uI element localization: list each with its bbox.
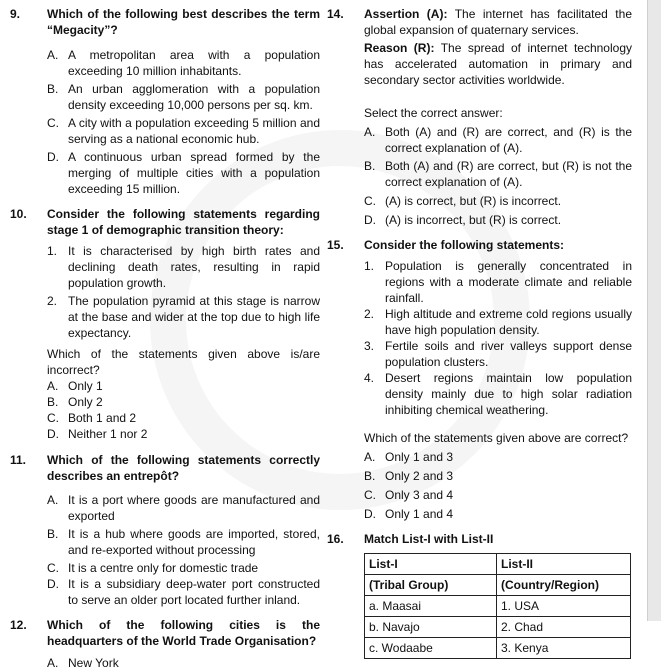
option-text: Only 2 and 3 <box>385 469 454 483</box>
statement-number: 1. <box>364 259 375 273</box>
match-table <box>364 553 631 659</box>
option-text: Only 1 <box>68 379 103 393</box>
option-text: It is a centre only for domestic trade <box>68 561 259 575</box>
option-letter: B. <box>364 469 376 483</box>
option-text: An urban agglomeration with a population density exceeding 10,000 persons per sq. km. <box>68 82 320 112</box>
option-letter: A. <box>47 656 59 670</box>
question-prompt: Select the correct answer: <box>364 106 503 120</box>
option-letter: C. <box>47 561 59 575</box>
option-d <box>364 506 632 522</box>
option-b <box>364 158 632 190</box>
option-a <box>47 655 320 671</box>
right-column <box>327 6 632 659</box>
option-a <box>47 492 320 524</box>
option-a <box>364 449 632 465</box>
table-cell: a. Maasai <box>365 596 497 617</box>
statement-number: 1. <box>47 244 58 258</box>
table-cell: 3. Kenya <box>497 638 631 659</box>
question-number: 16. <box>327 532 344 546</box>
question-number: 9. <box>10 7 21 21</box>
option-text: Both (A) and (R) are correct, but (R) is not the correct explanation of (A). <box>385 159 632 189</box>
option-letter: B. <box>364 159 376 173</box>
option-text: New York <box>68 656 119 670</box>
table-cell: 1. USA <box>497 596 631 617</box>
option-text: Only 1 and 3 <box>385 450 454 464</box>
option-letter: D. <box>364 213 376 227</box>
option-a <box>47 47 320 79</box>
statement-text: The population pyramid at this stage is narrow at the base and wider at the top due to high life expectancy. <box>68 294 320 340</box>
statement-4 <box>364 370 632 418</box>
table-header-cell: List-I <box>365 554 497 575</box>
question-text: Which of the following cities is the headquarters of the World Trade Organisation? <box>47 618 320 648</box>
table-cell: b. Navajo <box>365 617 497 638</box>
option-letter: B. <box>47 82 59 96</box>
option-letter: A. <box>364 450 376 464</box>
statement-text: It is characterised by high birth rates and declining death rates, resulting in rapid population growth. <box>68 244 320 290</box>
option-letter: D. <box>47 577 59 591</box>
option-b <box>47 394 320 410</box>
question-15 <box>327 237 632 522</box>
option-text: It is a port where goods are manufactured and exported <box>68 493 320 523</box>
option-letter: A. <box>47 379 59 393</box>
option-a <box>364 124 632 156</box>
table-header-cell: (Tribal Group) <box>365 575 497 596</box>
option-letter: B. <box>47 527 59 541</box>
option-text: A city with a population exceeding 5 million and serving as a national economic hub. <box>68 116 320 146</box>
option-letter: A. <box>364 125 376 139</box>
option-text: It is a subsidiary deep-water port constructed to serve an older port located further inland. <box>68 577 320 607</box>
option-letter: C. <box>364 194 376 208</box>
assertion-text: The internet has facilitated the global expansion of quaternary services. <box>364 7 632 37</box>
option-d <box>47 426 320 442</box>
question-9 <box>10 6 320 197</box>
option-text: Only 1 and 4 <box>385 507 454 521</box>
statement-number: 2. <box>47 294 58 308</box>
assertion-label: Assertion (A): <box>364 7 448 21</box>
table-cell: 2. Chad <box>497 617 631 638</box>
option-text: Neither 1 nor 2 <box>68 427 148 441</box>
vertical-scrollbar[interactable] <box>647 0 661 621</box>
option-d <box>47 149 320 197</box>
option-c <box>364 193 632 209</box>
option-b <box>47 526 320 558</box>
question-number: 14. <box>327 7 344 21</box>
option-c <box>47 115 320 147</box>
option-b <box>47 81 320 113</box>
question-number: 12. <box>10 618 27 632</box>
statement-text: Fertile soils and river valleys support dense population clusters. <box>385 339 632 369</box>
option-letter: C. <box>47 411 59 425</box>
table-cell: c. Wodaabe <box>365 638 497 659</box>
option-a <box>47 378 320 394</box>
question-number: 15. <box>327 238 344 252</box>
option-text: Only 3 and 4 <box>385 488 454 502</box>
table-header-row <box>365 554 631 575</box>
statement-3 <box>364 338 632 370</box>
question-number: 10. <box>10 207 27 221</box>
question-text: Match List-I with List-II <box>364 532 494 546</box>
question-prompt: Which of the statements given above are correct? <box>364 431 629 445</box>
question-number: 11. <box>10 453 27 467</box>
option-text: A continuous urban spread formed by the merging of multiple cities with a population exceeding 15 million. <box>68 150 320 196</box>
question-prompt: Which of the statements given above is/are incorrect? <box>47 347 320 377</box>
option-text: (A) is incorrect, but (R) is correct. <box>385 213 562 227</box>
reason-text: The spread of internet technology has accelerated automation in primary and secondary sector activities worldwide. <box>364 41 632 87</box>
statement-number: 3. <box>364 339 375 353</box>
question-text: Consider the following statements: <box>364 238 565 252</box>
reason-label: Reason (R): <box>364 41 435 55</box>
option-letter: D. <box>364 507 376 521</box>
question-11 <box>10 452 320 608</box>
table-header-cell: List-II <box>497 554 631 575</box>
option-b <box>364 468 632 484</box>
option-letter: A. <box>47 493 59 507</box>
option-d <box>47 576 320 608</box>
left-column <box>10 6 320 671</box>
table-row <box>365 617 631 638</box>
reason <box>364 40 632 88</box>
option-text: (A) is correct, but (R) is incorrect. <box>385 194 562 208</box>
option-letter: C. <box>47 116 59 130</box>
option-letter: A. <box>47 48 59 62</box>
option-text: Both 1 and 2 <box>68 411 137 425</box>
question-text: Which of the following statements correctly describes an entrepôt? <box>47 453 320 483</box>
statement-text: Desert regions maintain low population density mainly due to high solar radiation inhibiting chemical weathering. <box>385 371 632 417</box>
option-text: A metropolitan area with a population exceeding 10 million inhabitants. <box>68 48 320 78</box>
option-letter: D. <box>47 427 59 441</box>
question-12 <box>10 617 320 671</box>
option-d <box>364 212 632 228</box>
option-letter: D. <box>47 150 59 164</box>
option-c <box>47 410 320 426</box>
statement-2 <box>364 306 632 338</box>
table-row <box>365 638 631 659</box>
statement-2 <box>47 293 320 341</box>
question-text: Consider the following statements regarding stage 1 of demographic transition theory: <box>47 207 320 237</box>
statement-number: 2. <box>364 307 375 321</box>
option-text: Both (A) and (R) are correct, and (R) is the correct explanation of (A). <box>385 125 632 155</box>
option-c <box>47 560 320 576</box>
table-subheader-row <box>365 575 631 596</box>
assertion <box>364 6 632 38</box>
question-10 <box>10 206 320 442</box>
statement-1 <box>364 258 632 306</box>
table-row <box>365 596 631 617</box>
question-16 <box>327 531 632 659</box>
option-letter: B. <box>47 395 59 409</box>
question-text: Which of the following best describes the term “Megacity”? <box>47 7 320 37</box>
option-text: It is a hub where goods are imported, stored, and re-exported without processing <box>68 527 320 557</box>
table-header-cell: (Country/Region) <box>497 575 631 596</box>
option-c <box>364 487 632 503</box>
statement-text: High altitude and extreme cold regions usually have high population density. <box>385 307 632 337</box>
statement-1 <box>47 243 320 291</box>
statement-text: Population is generally concentrated in regions with a moderate climate and reliable rainfall. <box>385 259 632 305</box>
option-letter: C. <box>364 488 376 502</box>
question-14 <box>327 6 632 228</box>
statement-number: 4. <box>364 371 375 385</box>
option-text: Only 2 <box>68 395 103 409</box>
